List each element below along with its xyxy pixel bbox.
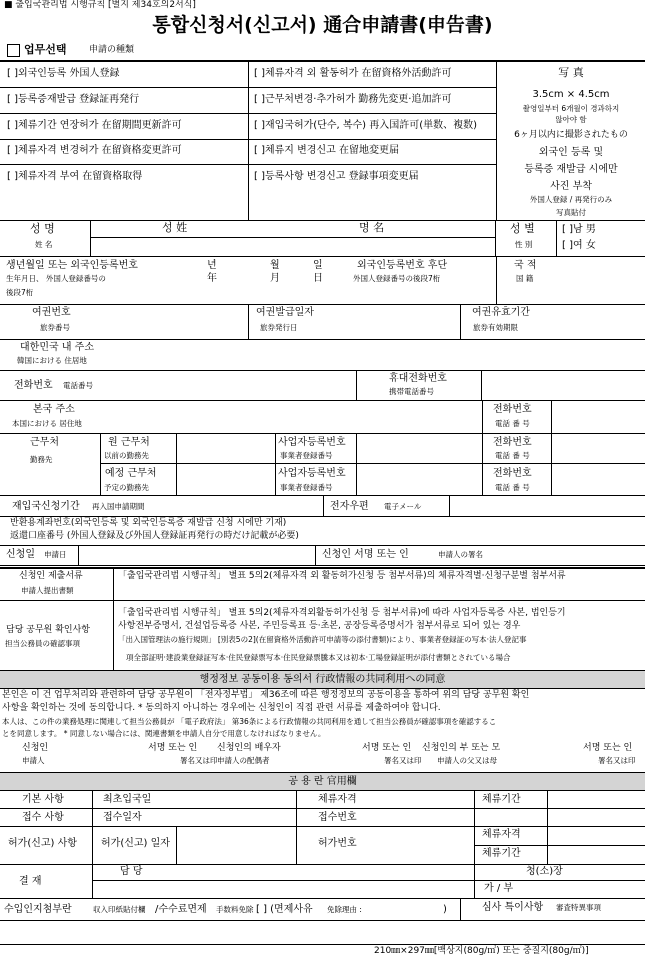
photo-line-8: 写真貼付 <box>556 208 586 217</box>
task-option-5[interactable]: [ ]체류자격 부여 在留資格取得 <box>7 171 143 182</box>
task-option-10[interactable]: [ ]등록사항 변경신고 登録事項変更届 <box>254 171 419 182</box>
work-tel-label-2: 전화번호 <box>493 468 532 479</box>
consent-line-1: 본인은 이 건 업무처리와 관련하여 담당 공무원이 「전자정부법」 제36조에 따른 행정정보의 공동이용을 통하여 위의 담당 공무원 확인 <box>2 690 530 700</box>
email-label: 전자우편 <box>330 501 369 512</box>
paper-spec: 210㎜×297㎜[백상지(80g/㎡) 또는 중질지(80g/㎡)] <box>374 946 589 956</box>
check-items-line-4: 項全部証明·建設業登録証写本·住民登録票写本·住民登録票騰本又は初本·工場登録証明が添付書類とされている場合 <box>126 653 511 662</box>
biz-no-label-2-jp: 事業者登録番号 <box>280 483 333 492</box>
current-work-label: 원 근무처 <box>108 437 150 448</box>
check-items-label-jp: 担当公務員の確認事項 <box>5 639 80 648</box>
photo-line-7: 外国人登録 / 再発行のみ <box>529 195 613 204</box>
signature-label-jp: 申請人の署名 <box>438 550 483 559</box>
name-field[interactable] <box>91 238 495 256</box>
passport-expiry-label: 여권유효기간 <box>472 307 530 318</box>
fee-reason-label-jp: 免除理由 : <box>327 905 362 914</box>
office-period-label: 체류기간 <box>482 794 521 805</box>
mobile-label: 휴대전화번호 <box>389 373 447 384</box>
sex-label: 성 별 <box>510 222 535 235</box>
refund-account-label: 반환용계좌번호(외국인등록 및 외국인등록증 재발급 신청 시에만 기재) <box>10 518 287 528</box>
task-label: 업무선택 <box>24 43 67 56</box>
manager-label: 담 당 <box>120 866 143 877</box>
home-address-label-jp: 本国における 居住地 <box>12 419 82 428</box>
photo-line-5: 등록증 재발급 시에만 <box>524 164 618 175</box>
consent-applicant-jp: 申請人 <box>22 756 45 765</box>
sex-male-option[interactable]: [ ]남 男 <box>562 224 596 235</box>
home-tel-label: 전화번호 <box>493 404 532 415</box>
photo-line-6: 사진 부착 <box>550 181 592 192</box>
new-work-label: 예정 근무처 <box>105 468 157 479</box>
permit-label: 허가(신고) 사항 <box>8 838 77 849</box>
receipt-date-label: 접수일자 <box>103 812 142 823</box>
special-notes-label-jp: 審査特異事項 <box>556 903 601 912</box>
first-entry-label: 최초입국일 <box>103 794 152 805</box>
new-work-label-jp: 予定の勤務先 <box>104 483 149 492</box>
korea-address-label-jp: 韓国における 住居地 <box>17 356 87 365</box>
task-checkbox-icon <box>7 44 20 57</box>
workplace-label-jp: 勤務先 <box>30 455 53 464</box>
consent-spouse-jp: 申請人の配偶者 <box>217 756 270 765</box>
office-use-title: 공 용 란 官用欄 <box>288 776 357 787</box>
office-status-label: 체류자격 <box>318 794 357 805</box>
consent-parent: 신청인의 부 또는 모 <box>422 743 501 753</box>
work-tel-label-1: 전화번호 <box>493 437 532 448</box>
passport-expiry-label-jp: 旅券有効期限 <box>473 323 518 332</box>
day-label-jp: 日 <box>313 273 323 284</box>
submit-docs-text: 「출입국관리법 시행규칙」 별표 5의2(체류자격 외 활동허가신청 등 첨부서류)의 체류자격별·신청구분별 첨부서류 <box>118 571 566 581</box>
permit-no-label: 허가번호 <box>318 838 357 849</box>
fee-reason-close: ) <box>443 904 447 915</box>
regno-back-label-jp: 外国人登録番号の後段7桁 <box>353 274 441 283</box>
chief-label: 청(소)장 <box>526 866 563 877</box>
workplace-label: 근무처 <box>30 437 59 448</box>
month-label-jp: 月 <box>270 273 280 284</box>
current-work-label-jp: 以前の勤務先 <box>104 451 149 460</box>
month-label: 월 <box>270 260 280 271</box>
sex-label-jp: 性 別 <box>515 240 533 249</box>
fee-reason-label[interactable]: [ ] (면제사유 <box>256 904 313 915</box>
email-label-jp: 電子メール <box>384 502 422 511</box>
year-label-jp: 年 <box>207 273 217 284</box>
biz-no-label-2: 사업자등록번호 <box>278 468 346 479</box>
task-option-3[interactable]: [ ]체류기간 연장허가 在留期間更新許可 <box>7 120 182 131</box>
form-title: 통합신청서(신고서) 通合申請書(申告書) <box>152 14 493 36</box>
fee-exempt-label-jp: 手数料免除 <box>216 905 254 914</box>
signature-label: 신청인 서명 또는 인 <box>322 549 409 560</box>
phone-label: 전화번호 <box>14 380 53 391</box>
task-option-6[interactable]: [ ]체류자격 외 활동허가 在留資格外活動許可 <box>254 68 452 79</box>
year-label: 년 <box>207 260 217 271</box>
passport-issue-label: 여권발급일자 <box>256 307 314 318</box>
korea-address-label: 대한민국 내 주소 <box>20 342 94 353</box>
dob-label-jp: 生年月日、 外国人登録番号の <box>6 274 106 283</box>
phone-label-jp: 電話番号 <box>63 381 93 390</box>
work-tel-label-2-jp: 電話 番 号 <box>495 483 530 492</box>
photo-line-1: 촬영일부터 6개월이 경과하지 <box>522 104 620 113</box>
basic-info-label: 기본 사항 <box>22 794 64 805</box>
consent-line-4: とを同意します。 * 同意しない場合には、関連書類を申請人自分で用意しなければなりません。 <box>2 729 326 738</box>
task-option-9[interactable]: [ ]체류지 변경신고 在留地変更届 <box>254 145 399 156</box>
check-items-line-2: 사항전부증명서, 건설업등록증 사본, 주민등록표 등·초본, 공장등록증명서가 첨부서류로 되어 있는 경우 <box>118 621 521 631</box>
apply-date-label: 신청일 <box>6 549 35 560</box>
task-option-8[interactable]: [ ]재입국허가(단수, 복수) 再入国許可(単数、複数) <box>254 120 478 131</box>
photo-line-2: 않아야 함 <box>555 115 587 124</box>
mobile-label-jp: 携帯電話番号 <box>389 387 434 396</box>
name-label: 성 명 <box>30 222 55 235</box>
home-tel-label-jp: 電話 番 号 <box>495 419 530 428</box>
task-label-jp: 申請の種類 <box>89 45 135 55</box>
permit-date-label: 허가(신고) 일자 <box>101 838 170 849</box>
approve-reject-label: 가 / 부 <box>484 883 514 894</box>
task-option-7[interactable]: [ ]근무처변경·추가허가 勤務先変更·追加許可 <box>254 94 452 105</box>
task-option-2[interactable]: [ ]등록증재발급 登録証再発行 <box>7 94 140 105</box>
apply-date-label-jp: 申請日 <box>44 550 67 559</box>
check-items-label: 담당 공무원 확인사항 <box>6 625 90 635</box>
photo-line-4: 외국인 등록 및 <box>538 147 604 158</box>
passport-no-label-jp: 旅券番号 <box>40 323 70 332</box>
approval-label: 결 재 <box>19 876 42 887</box>
consent-sign-1[interactable]: 서명 또는 인 <box>148 743 198 753</box>
task-option-1[interactable]: [ ]외국인등록 外国人登録 <box>7 68 120 79</box>
consent-line-2: 사항을 확인하는 것에 동의합니다. * 동의하지 아니하는 경우에는 신청인이 직접 관련 서류를 제출하여야 합니다. <box>2 703 441 713</box>
permit-period-label: 체류기간 <box>482 848 521 859</box>
dob-label-jp2: 後段7桁 <box>6 288 34 297</box>
submit-docs-label-jp: 申請人提出書類 <box>21 586 74 595</box>
consent-spouse: 신청인의 배우자 <box>217 743 281 753</box>
stamp-label-jp: 収入印紙貼付欄 <box>93 905 146 914</box>
consent-sign-2[interactable]: 서명 또는 인 <box>362 743 412 753</box>
regno-back-label: 외국인등록번호 후단 <box>357 260 448 271</box>
nationality-label-jp: 国 籍 <box>516 274 534 283</box>
refund-account-label-jp: 返還口座番号 (外国人登録及び外国人登録証再発行の時だけ記載が必要) <box>10 531 299 541</box>
photo-size: 3.5cm × 4.5cm <box>532 89 610 100</box>
reentry-label: 재입국신청기간 <box>12 501 80 512</box>
special-notes-label: 심사 특이사항 <box>482 902 544 913</box>
consent-line-3: 本人は、この件の業務処理に関連して担当公務員が 「電子政府法」 第36条による行政情報の共同利用を通して担当公務員が確認事項を確認するこ <box>2 717 497 726</box>
fee-exempt-label: /수수료면제 <box>155 904 207 915</box>
consent-sign-3[interactable]: 서명 또는 인 <box>583 743 633 753</box>
consent-sign-1-jp: 署名又は印 <box>180 756 218 765</box>
passport-issue-label-jp: 旅券発行日 <box>260 323 298 332</box>
submit-docs-label: 신청인 제출서류 <box>19 571 83 581</box>
task-option-4[interactable]: [ ]체류자격 변경허가 在留資格変更許可 <box>7 145 182 156</box>
photo-line-3: 6ヶ月以内に撮影されたもの <box>514 130 628 140</box>
receipt-no-label: 접수번호 <box>318 812 357 823</box>
check-items-line-1: 「출입국관리법 시행규칙」 별표 5의2(체류자격외활동허가신청 등 첨부서류)에 따라 사업자등록증 사본, 법인등기 <box>118 608 566 618</box>
consent-sign-2-jp: 署名又は印 <box>384 756 422 765</box>
work-tel-label-1-jp: 電話 番 号 <box>495 451 530 460</box>
form-reference: ■ 출입국관리법 시행규칙 [별지 제34호의2서식] <box>4 0 196 10</box>
consent-parent-jp: 申請人の父又は母 <box>437 756 497 765</box>
photo-title: 写 真 <box>558 66 584 79</box>
biz-no-label-1: 사업자등록번호 <box>278 437 346 448</box>
consent-sign-3-jp: 署名又は印 <box>598 756 636 765</box>
sex-female-option[interactable]: [ ]여 女 <box>562 240 596 251</box>
reentry-label-jp: 再入国申請期間 <box>92 502 145 511</box>
name-label-jp: 姓 名 <box>35 240 53 249</box>
surname-label: 성 姓 <box>162 221 188 234</box>
nationality-label: 국 적 <box>514 260 537 271</box>
stamp-label: 수입인지첨부란 <box>4 904 72 915</box>
given-name-label: 명 名 <box>359 221 385 234</box>
check-items-line-3: 「出入国管理法の施行規則」 [別表5の2](在留資格外活動許可申請等の添付書類)により、事業者登録証の写本·法人登記事 <box>118 635 527 644</box>
home-address-label: 본국 주소 <box>33 404 75 415</box>
biz-no-label-1-jp: 事業者登録番号 <box>280 451 333 460</box>
photo-box <box>497 61 645 219</box>
consent-applicant: 신청인 <box>22 743 49 753</box>
passport-no-label: 여권번호 <box>32 307 71 318</box>
receipt-label: 접수 사항 <box>22 812 64 823</box>
day-label: 일 <box>313 260 323 271</box>
dob-label: 생년월일 또는 외국인등록번호 <box>6 260 138 271</box>
consent-title: 행정정보 공동이용 동의서 行政情報の共同利用への同意 <box>199 674 446 685</box>
permit-status-label: 체류자격 <box>482 829 521 840</box>
